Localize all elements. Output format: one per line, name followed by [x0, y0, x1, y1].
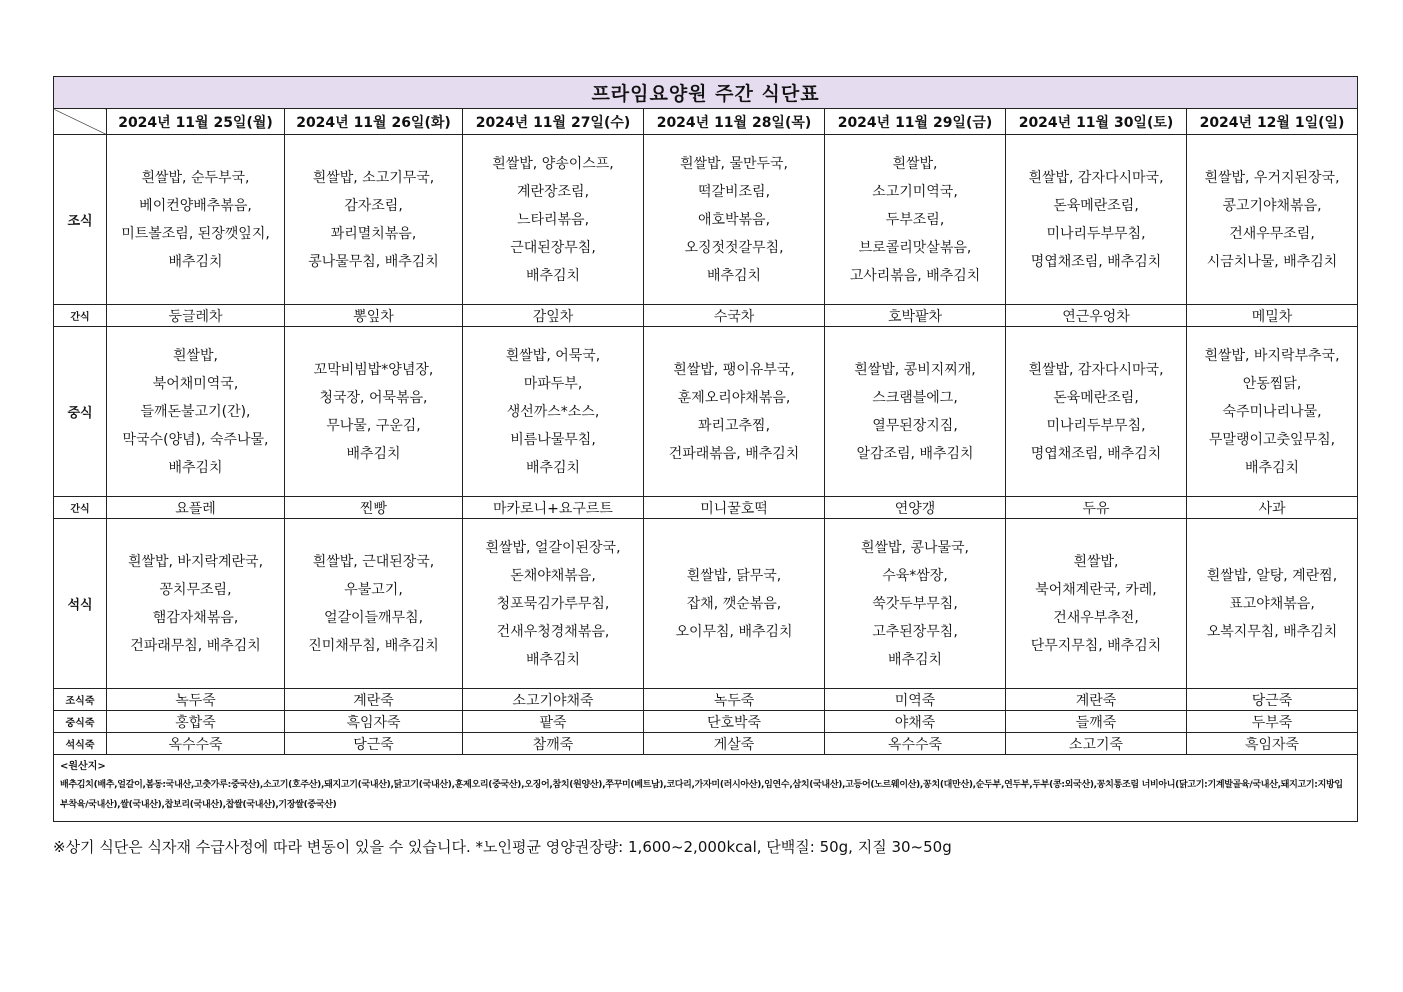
porridge-lunch-cell: 팥죽 — [463, 711, 644, 733]
dinner-cell — [285, 519, 463, 689]
menu-item-line: 흰쌀밥, 닭무국, — [686, 567, 782, 584]
menu-item-line: 꽈리고추찜, — [697, 417, 771, 434]
origin-row — [54, 755, 1358, 822]
snack-am-cell: 감잎차 — [463, 305, 644, 327]
menu-item-line: 미트볼조림, 된장깻잎지, — [121, 225, 270, 242]
breakfast-cell — [463, 135, 644, 305]
menu-item-line: 햄감자채볶음, — [152, 609, 239, 626]
menu-item-line: 숙주미나리나물, — [1222, 403, 1322, 420]
row-label-dinner: 석식 — [54, 519, 107, 689]
footnote: ※상기 식단은 식자재 수급사정에 따라 변동이 있을 수 있습니다. *노인평균 영양권장량: 1,600~2,000kcal, 단백질: 50g, 지질 30~50g — [53, 838, 952, 856]
menu-item-line: 명엽채조림, 배추김치 — [1030, 445, 1162, 462]
porridge-breakfast-cell: 계란죽 — [285, 689, 463, 711]
dinner-cell — [825, 519, 1006, 689]
porridge-dinner-cell: 흑임자죽 — [1187, 733, 1358, 755]
lunch-cell — [1006, 327, 1187, 497]
menu-item-line: 배추김치 — [346, 445, 401, 462]
porridge-dinner-row — [54, 733, 1358, 755]
menu-item-line: 흰쌀밥, 양송이스프, — [492, 155, 614, 172]
menu-item-line: 얼갈이들깨무침, — [323, 609, 424, 626]
breakfast-cell — [825, 135, 1006, 305]
menu-item-line: 건파래무침, 배추김치 — [130, 637, 261, 654]
menu-item-line: 생선까스*소스, — [506, 403, 600, 420]
menu-item-line: 우불고기, — [344, 581, 403, 598]
snack-am-cell: 호박팥차 — [825, 305, 1006, 327]
menu-item-line: 두부조림, — [885, 211, 945, 228]
porridge-breakfast-row — [54, 689, 1358, 711]
row-label-dinner-porridge: 석식죽 — [54, 733, 107, 755]
menu-item-line: 마파두부, — [523, 375, 583, 392]
snack-pm-cell: 연양갱 — [825, 497, 1006, 519]
menu-item-line: 돈채야채볶음, — [510, 567, 596, 584]
menu-item-line: 흰쌀밥, 근대된장국, — [312, 553, 435, 570]
porridge-dinner-cell: 당근죽 — [285, 733, 463, 755]
menu-item-line: 흰쌀밥, 감자다시마국, — [1028, 169, 1164, 186]
date-header: 2024년 11월 30일(토) — [1006, 109, 1187, 135]
menu-item-line: 청포묵김가루무침, — [496, 595, 610, 612]
snack-am-cell: 메밀차 — [1187, 305, 1358, 327]
snack-am-cell: 둥글레차 — [107, 305, 285, 327]
dinner-cell — [463, 519, 644, 689]
menu-item-line: 알감조림, 배추김치 — [856, 445, 974, 462]
row-label-snack: 간식 — [54, 497, 107, 519]
snack-pm-row — [54, 497, 1358, 519]
row-label-lunch: 중식 — [54, 327, 107, 497]
date-header: 2024년 11월 25일(월) — [107, 109, 285, 135]
porridge-lunch-cell: 야채죽 — [825, 711, 1006, 733]
date-header: 2024년 12월 1일(일) — [1187, 109, 1358, 135]
dinner-cell — [107, 519, 285, 689]
menu-item-line: 배추김치 — [168, 253, 223, 270]
porridge-breakfast-cell: 녹두죽 — [644, 689, 825, 711]
dinner-cell — [1187, 519, 1358, 689]
menu-item-line: 진미채무침, 배추김치 — [308, 637, 439, 654]
breakfast-cell — [285, 135, 463, 305]
snack-am-cell: 연근우엉차 — [1006, 305, 1187, 327]
menu-item-line: 흰쌀밥, 팽이유부국, — [673, 361, 795, 378]
menu-item-line: 돈육메란조림, — [1053, 197, 1139, 214]
menu-item-line: 떡갈비조림, — [697, 183, 771, 200]
menu-item-line: 흰쌀밥, — [1073, 553, 1119, 570]
menu-item-line: 배추김치 — [525, 651, 581, 668]
porridge-lunch-cell: 홍합죽 — [107, 711, 285, 733]
porridge-breakfast-cell: 당근죽 — [1187, 689, 1358, 711]
menu-item-line: 오복지무침, 배추김치 — [1206, 623, 1338, 640]
porridge-dinner-cell: 게살죽 — [644, 733, 825, 755]
porridge-dinner-cell: 옥수수죽 — [825, 733, 1006, 755]
menu-item-line: 근대된장무침, — [510, 239, 596, 256]
date-header: 2024년 11월 28일(목) — [644, 109, 825, 135]
menu-item-line: 무나물, 구운김, — [326, 417, 421, 434]
menu-item-line: 단무지무침, 배추김치 — [1030, 637, 1162, 654]
menu-item-line: 흰쌀밥, 감자다시마국, — [1028, 361, 1164, 378]
breakfast-cell — [1187, 135, 1358, 305]
dinner-row — [54, 519, 1358, 689]
menu-item-line: 흰쌀밥, 소고기무국, — [312, 169, 435, 186]
snack-pm-cell: 미니꿀호떡 — [644, 497, 825, 519]
porridge-breakfast-cell: 미역죽 — [825, 689, 1006, 711]
menu-item-line: 북어채미역국, — [152, 375, 239, 392]
menu-item-line: 들깨돈불고기(간), — [140, 403, 251, 420]
menu-item-line: 흰쌀밥, 얼갈이된장국, — [485, 539, 621, 556]
porridge-dinner-cell: 참깨죽 — [463, 733, 644, 755]
lunch-cell — [1187, 327, 1358, 497]
menu-item-line: 청국장, 어묵볶음, — [319, 389, 428, 406]
menu-item-line: 흰쌀밥, 바지락계란국, — [127, 553, 264, 570]
lunch-row — [54, 327, 1358, 497]
menu-item-line: 수육*쌈장, — [882, 567, 948, 584]
weekly-menu-table — [53, 76, 1358, 822]
menu-item-line: 고추된장무침, — [872, 623, 958, 640]
breakfast-row — [54, 135, 1358, 305]
porridge-lunch-cell: 흑임자죽 — [285, 711, 463, 733]
menu-item-line: 훈제오리야채볶음, — [677, 389, 791, 406]
menu-item-line: 표고야채볶음, — [1229, 595, 1315, 612]
porridge-breakfast-cell: 녹두죽 — [107, 689, 285, 711]
origin-cell — [54, 755, 1358, 822]
snack-am-cell: 뽕잎차 — [285, 305, 463, 327]
porridge-lunch-row — [54, 711, 1358, 733]
menu-item-line: 미나리두부무침, — [1046, 417, 1146, 434]
lunch-cell — [644, 327, 825, 497]
porridge-lunch-cell: 들깨죽 — [1006, 711, 1187, 733]
menu-item-line: 감자조림, — [344, 197, 403, 214]
corner-diagonal-cell — [54, 109, 107, 135]
menu-item-line: 흰쌀밥, — [892, 155, 938, 172]
menu-item-line: 흰쌀밥, 콩비지찌개, — [854, 361, 976, 378]
menu-item-line: 흰쌀밥, 바지락부추국, — [1204, 347, 1340, 364]
breakfast-cell — [1006, 135, 1187, 305]
menu-item-line: 베이컨양배추볶음, — [139, 197, 252, 214]
menu-item-line: 흰쌀밥, — [172, 347, 219, 364]
dinner-cell — [644, 519, 825, 689]
menu-item-line: 꽁치무조림, — [159, 581, 232, 598]
snack-am-cell: 수국차 — [644, 305, 825, 327]
menu-item-line: 건새우무조림, — [1229, 225, 1315, 242]
menu-item-line: 브로콜리맛살볶음, — [858, 239, 972, 256]
origin-text: 배추김치(배추,얼갈이,봄동:국내산,고춧가루:중국산),소고기(호주산),돼지고기(국내산),닭고기(국내산),훈제오리(중국산),오징어,참치(원양산),쭈꾸미(베트남),코다리,가자미(러시아산),임연수,삼치(국내산),고등어(노르웨이산),꽁치(대만산),순두부,연두부,두부(콩:외국산),꽁치통조림 너비아니(닭고기:기계발골육/국내산,돼지고기:지방입부착육/국내산),쌀(국내산),찹보리(국내산),찹쌀(국내산),기장쌀(중국산) — [60, 780, 1343, 810]
breakfast-cell — [107, 135, 285, 305]
menu-item-line: 소고기미역국, — [872, 183, 958, 200]
menu-item-line: 건파래볶음, 배추김치 — [668, 445, 800, 462]
porridge-lunch-cell: 두부죽 — [1187, 711, 1358, 733]
menu-item-line: 명엽채조림, 배추김치 — [1030, 253, 1162, 270]
menu-item-line: 흰쌀밥, 우거지된장국, — [1204, 169, 1340, 186]
menu-item-line: 미나리두부무침, — [1046, 225, 1146, 242]
menu-item-line: 애호박볶음, — [697, 211, 771, 228]
menu-title: 프라임요양원 주간 식단표 — [54, 77, 1358, 109]
porridge-dinner-cell: 소고기죽 — [1006, 733, 1187, 755]
menu-item-line: 잡채, 깻순볶음, — [686, 595, 782, 612]
menu-item-line: 비름나물무침, — [510, 431, 596, 448]
menu-item-line: 스크램블에그, — [872, 389, 958, 406]
snack-am-row — [54, 305, 1358, 327]
snack-pm-cell: 찐빵 — [285, 497, 463, 519]
menu-item-line: 흰쌀밥, 순두부국, — [141, 169, 250, 186]
porridge-breakfast-cell: 계란죽 — [1006, 689, 1187, 711]
menu-item-line: 쑥갓두부무침, — [872, 595, 958, 612]
menu-item-line: 흰쌀밥, 물만두국, — [679, 155, 789, 172]
porridge-dinner-cell: 옥수수죽 — [107, 733, 285, 755]
menu-item-line: 배추김치 — [525, 267, 581, 284]
menu-item-line: 배추김치 — [525, 459, 581, 476]
menu-item-line: 흰쌀밥, 어묵국, — [505, 347, 601, 364]
menu-item-line: 무말랭이고춧잎무침, — [1208, 431, 1336, 448]
menu-item-line: 안동찜닭, — [1242, 375, 1302, 392]
snack-pm-cell: 요플레 — [107, 497, 285, 519]
menu-item-line: 꼬막비빔밥*양념장, — [313, 361, 434, 378]
menu-item-line: 배추김치 — [168, 459, 223, 476]
menu-item-line: 시금치나물, 배추김치 — [1206, 253, 1338, 270]
menu-item-line: 계란장조림, — [516, 183, 590, 200]
menu-item-line: 콩나물무침, 배추김치 — [308, 253, 439, 270]
snack-pm-cell: 두유 — [1006, 497, 1187, 519]
menu-item-line: 북어채계란국, 카레, — [1035, 581, 1157, 598]
menu-item-line: 흰쌀밥, 콩나물국, — [860, 539, 970, 556]
menu-item-line: 열무된장지짐, — [872, 417, 958, 434]
snack-pm-cell: 사과 — [1187, 497, 1358, 519]
lunch-cell — [107, 327, 285, 497]
menu-item-line: 고사리볶음, 배추김치 — [849, 267, 981, 284]
menu-item-line: 막국수(양념), 숙주나물, — [122, 431, 269, 448]
breakfast-cell — [644, 135, 825, 305]
menu-item-line: 배추김치 — [1244, 459, 1300, 476]
menu-item-line: 배추김치 — [887, 651, 943, 668]
lunch-cell — [825, 327, 1006, 497]
lunch-cell — [285, 327, 463, 497]
row-label-breakfast-porridge: 조식죽 — [54, 689, 107, 711]
origin-heading: <원산지> — [60, 761, 106, 772]
date-header: 2024년 11월 27일(수) — [463, 109, 644, 135]
menu-item-line: 배추김치 — [706, 267, 762, 284]
row-label-lunch-porridge: 중식죽 — [54, 711, 107, 733]
menu-item-line: 오이무침, 배추김치 — [675, 623, 793, 640]
porridge-lunch-cell: 단호박죽 — [644, 711, 825, 733]
menu-item-line: 돈육메란조림, — [1053, 389, 1139, 406]
lunch-cell — [463, 327, 644, 497]
date-header: 2024년 11월 29일(금) — [825, 109, 1006, 135]
snack-pm-cell: 마카로니+요구르트 — [463, 497, 644, 519]
menu-item-line: 콩고기야채볶음, — [1222, 197, 1322, 214]
date-header: 2024년 11월 26일(화) — [285, 109, 463, 135]
menu-item-line: 흰쌀밥, 알탕, 계란찜, — [1206, 567, 1338, 584]
menu-item-line: 꽈리멸치볶음, — [330, 225, 417, 242]
menu-item-line: 건새우부추전, — [1053, 609, 1139, 626]
menu-item-line: 느타리볶음, — [516, 211, 590, 228]
menu-item-line: 건새우청경채볶음, — [496, 623, 610, 640]
dinner-cell — [1006, 519, 1187, 689]
menu-item-line: 오징젓젓갈무침, — [684, 239, 784, 256]
row-label-snack: 간식 — [54, 305, 107, 327]
porridge-breakfast-cell: 소고기야채죽 — [463, 689, 644, 711]
menu-sheet — [53, 76, 1357, 822]
row-label-breakfast: 조식 — [54, 135, 107, 305]
